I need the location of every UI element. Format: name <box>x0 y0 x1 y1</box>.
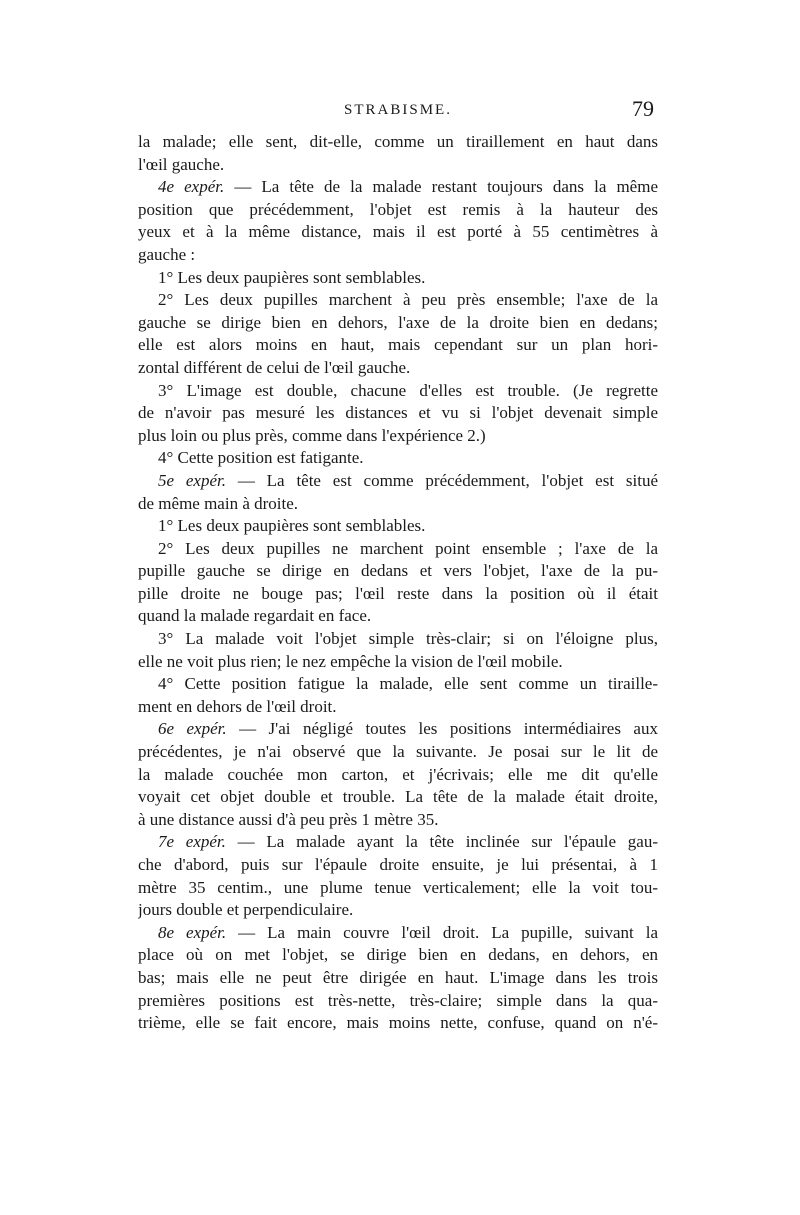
line-text: l'œil gauche. <box>138 154 225 174</box>
line-text: elle ne voit plus rien; le nez empêche la vision de l'œil mobile. <box>138 651 563 671</box>
text-line <box>138 967 658 990</box>
line-text: bas; mais elle ne peut être dirigée en haut. L'image dans les trois <box>138 967 658 987</box>
running-title: STRABISME. <box>344 102 452 118</box>
line-text: la malade; elle sent, dit-elle, comme un tiraillement en haut dans <box>138 132 658 151</box>
line-text: yeux et à la même distance, mais il est porté à 55 centimètres à <box>138 222 658 242</box>
page-number: 79 <box>632 96 654 121</box>
line-text: — La main couvre l'œil droit. La pupille, suivant la <box>226 922 658 942</box>
text-line <box>138 244 658 267</box>
text-line <box>138 176 658 199</box>
text-line <box>138 1012 658 1035</box>
line-text: jours double et perpendiculaire. <box>138 900 354 920</box>
text-line <box>138 289 658 312</box>
text-line <box>138 673 658 696</box>
text-line <box>138 718 658 741</box>
text-line <box>138 583 658 606</box>
text-line <box>138 922 658 945</box>
experiment-label: 5e expér. <box>158 470 226 490</box>
line-text: 2° Les deux pupilles marchent à peu près ensemble; l'axe de la <box>158 290 658 310</box>
text-line <box>138 380 658 403</box>
line-text: pille droite ne bouge pas; l'œil reste dans la position où il était <box>138 583 658 603</box>
experiment-label: 7e expér. <box>158 832 226 852</box>
line-text: position que précédemment, l'objet est remis à la hauteur des <box>138 199 658 219</box>
line-text: de même main à droite. <box>138 493 299 513</box>
text-line <box>138 831 658 854</box>
line-text: — La tête est comme précédemment, l'objet est situé <box>226 470 658 490</box>
text-line <box>138 786 658 809</box>
text-line <box>138 131 658 154</box>
line-text: trième, elle se fait encore, mais moins nette, confuse, quand on n'é- <box>138 1013 658 1033</box>
line-text: gauche se dirige bien en dehors, l'axe de la droite bien en dedans; <box>138 312 658 332</box>
text-line <box>138 199 658 222</box>
line-text: 4° Cette position fatigue la malade, elle sent comme un tiraille- <box>158 674 658 694</box>
text-line <box>138 334 658 357</box>
text-line <box>138 764 658 787</box>
line-text: gauche : <box>138 244 196 264</box>
line-text: 1° Les deux paupières sont semblables. <box>158 267 426 287</box>
text-line <box>138 899 658 922</box>
text-line <box>138 809 658 832</box>
line-text: la malade couchée mon carton, et j'écrivais; elle me dit qu'elle <box>138 764 658 784</box>
text-line <box>138 628 658 651</box>
line-text: précédentes, je n'ai observé que la suivante. Je posai sur le lit de <box>138 742 658 762</box>
line-text: 1° Les deux paupières sont semblables. <box>158 516 426 536</box>
experiment-label: 4e expér. <box>158 177 225 197</box>
line-text: 3° L'image est double, chacune d'elles est trouble. (Je regrette <box>158 380 658 400</box>
line-text: voyait cet objet double et trouble. La tête de la malade était droite, <box>138 787 658 807</box>
line-text: — La malade ayant la tête inclinée sur l'épaule gau- <box>225 832 658 852</box>
line-text: 3° La malade voit l'objet simple très-clair; si on l'éloigne plus, <box>158 629 658 649</box>
text-line <box>138 493 658 516</box>
line-text: zontal différent de celui de l'œil gauche. <box>138 357 411 377</box>
text-line <box>138 560 658 583</box>
line-text: 4° Cette position est fatigante. <box>158 448 364 468</box>
text-line <box>138 854 658 877</box>
line-text: place où on met l'objet, se dirige bien en dedans, en dehors, en <box>138 945 658 965</box>
text-line <box>138 221 658 244</box>
text-line <box>138 696 658 719</box>
experiment-label: 6e expér. <box>158 719 227 739</box>
experiment-label: 8e expér. <box>158 922 227 942</box>
body-text <box>138 131 658 1035</box>
text-line <box>138 447 658 470</box>
text-line <box>138 425 658 448</box>
text-line <box>138 741 658 764</box>
text-line <box>138 515 658 538</box>
text-line <box>138 154 658 177</box>
text-line <box>138 877 658 900</box>
text-line <box>138 267 658 290</box>
line-text: che d'abord, puis sur l'épaule droite ensuite, je lui présentai, à 1 <box>138 855 658 874</box>
line-text: — J'ai négligé toutes les positions intermédiaires aux <box>226 719 658 739</box>
line-text: à une distance aussi d'à peu près 1 mètre 35. <box>138 809 439 829</box>
line-text: mètre 35 centim., une plume tenue verticalement; elle la voit tou- <box>138 877 658 897</box>
line-text: quand la malade regardait en face. <box>138 606 372 626</box>
text-line <box>138 944 658 967</box>
line-text: — La tête de la malade restant toujours dans la même <box>224 177 658 197</box>
line-text: 2° Les deux pupilles ne marchent point ensemble ; l'axe de la <box>158 538 658 558</box>
text-line <box>138 312 658 335</box>
text-line <box>138 651 658 674</box>
line-text: premières positions est très-nette, très-claire; simple dans la qua- <box>138 990 658 1010</box>
text-line <box>138 605 658 628</box>
line-text: ment en dehors de l'œil droit. <box>138 696 337 716</box>
text-line <box>138 538 658 561</box>
line-text: elle est alors moins en haut, mais cependant sur un plan hori- <box>138 335 658 355</box>
text-line <box>138 402 658 425</box>
text-line <box>138 990 658 1013</box>
text-line <box>138 470 658 493</box>
line-text: de n'avoir pas mesuré les distances et vu si l'objet devenait simple <box>138 403 658 423</box>
line-text: pupille gauche se dirige en dedans et vers l'objet, l'axe de la pu- <box>138 561 658 581</box>
running-head <box>138 96 658 124</box>
text-line <box>138 357 658 380</box>
line-text: plus loin ou plus près, comme dans l'expérience 2.) <box>138 425 486 445</box>
